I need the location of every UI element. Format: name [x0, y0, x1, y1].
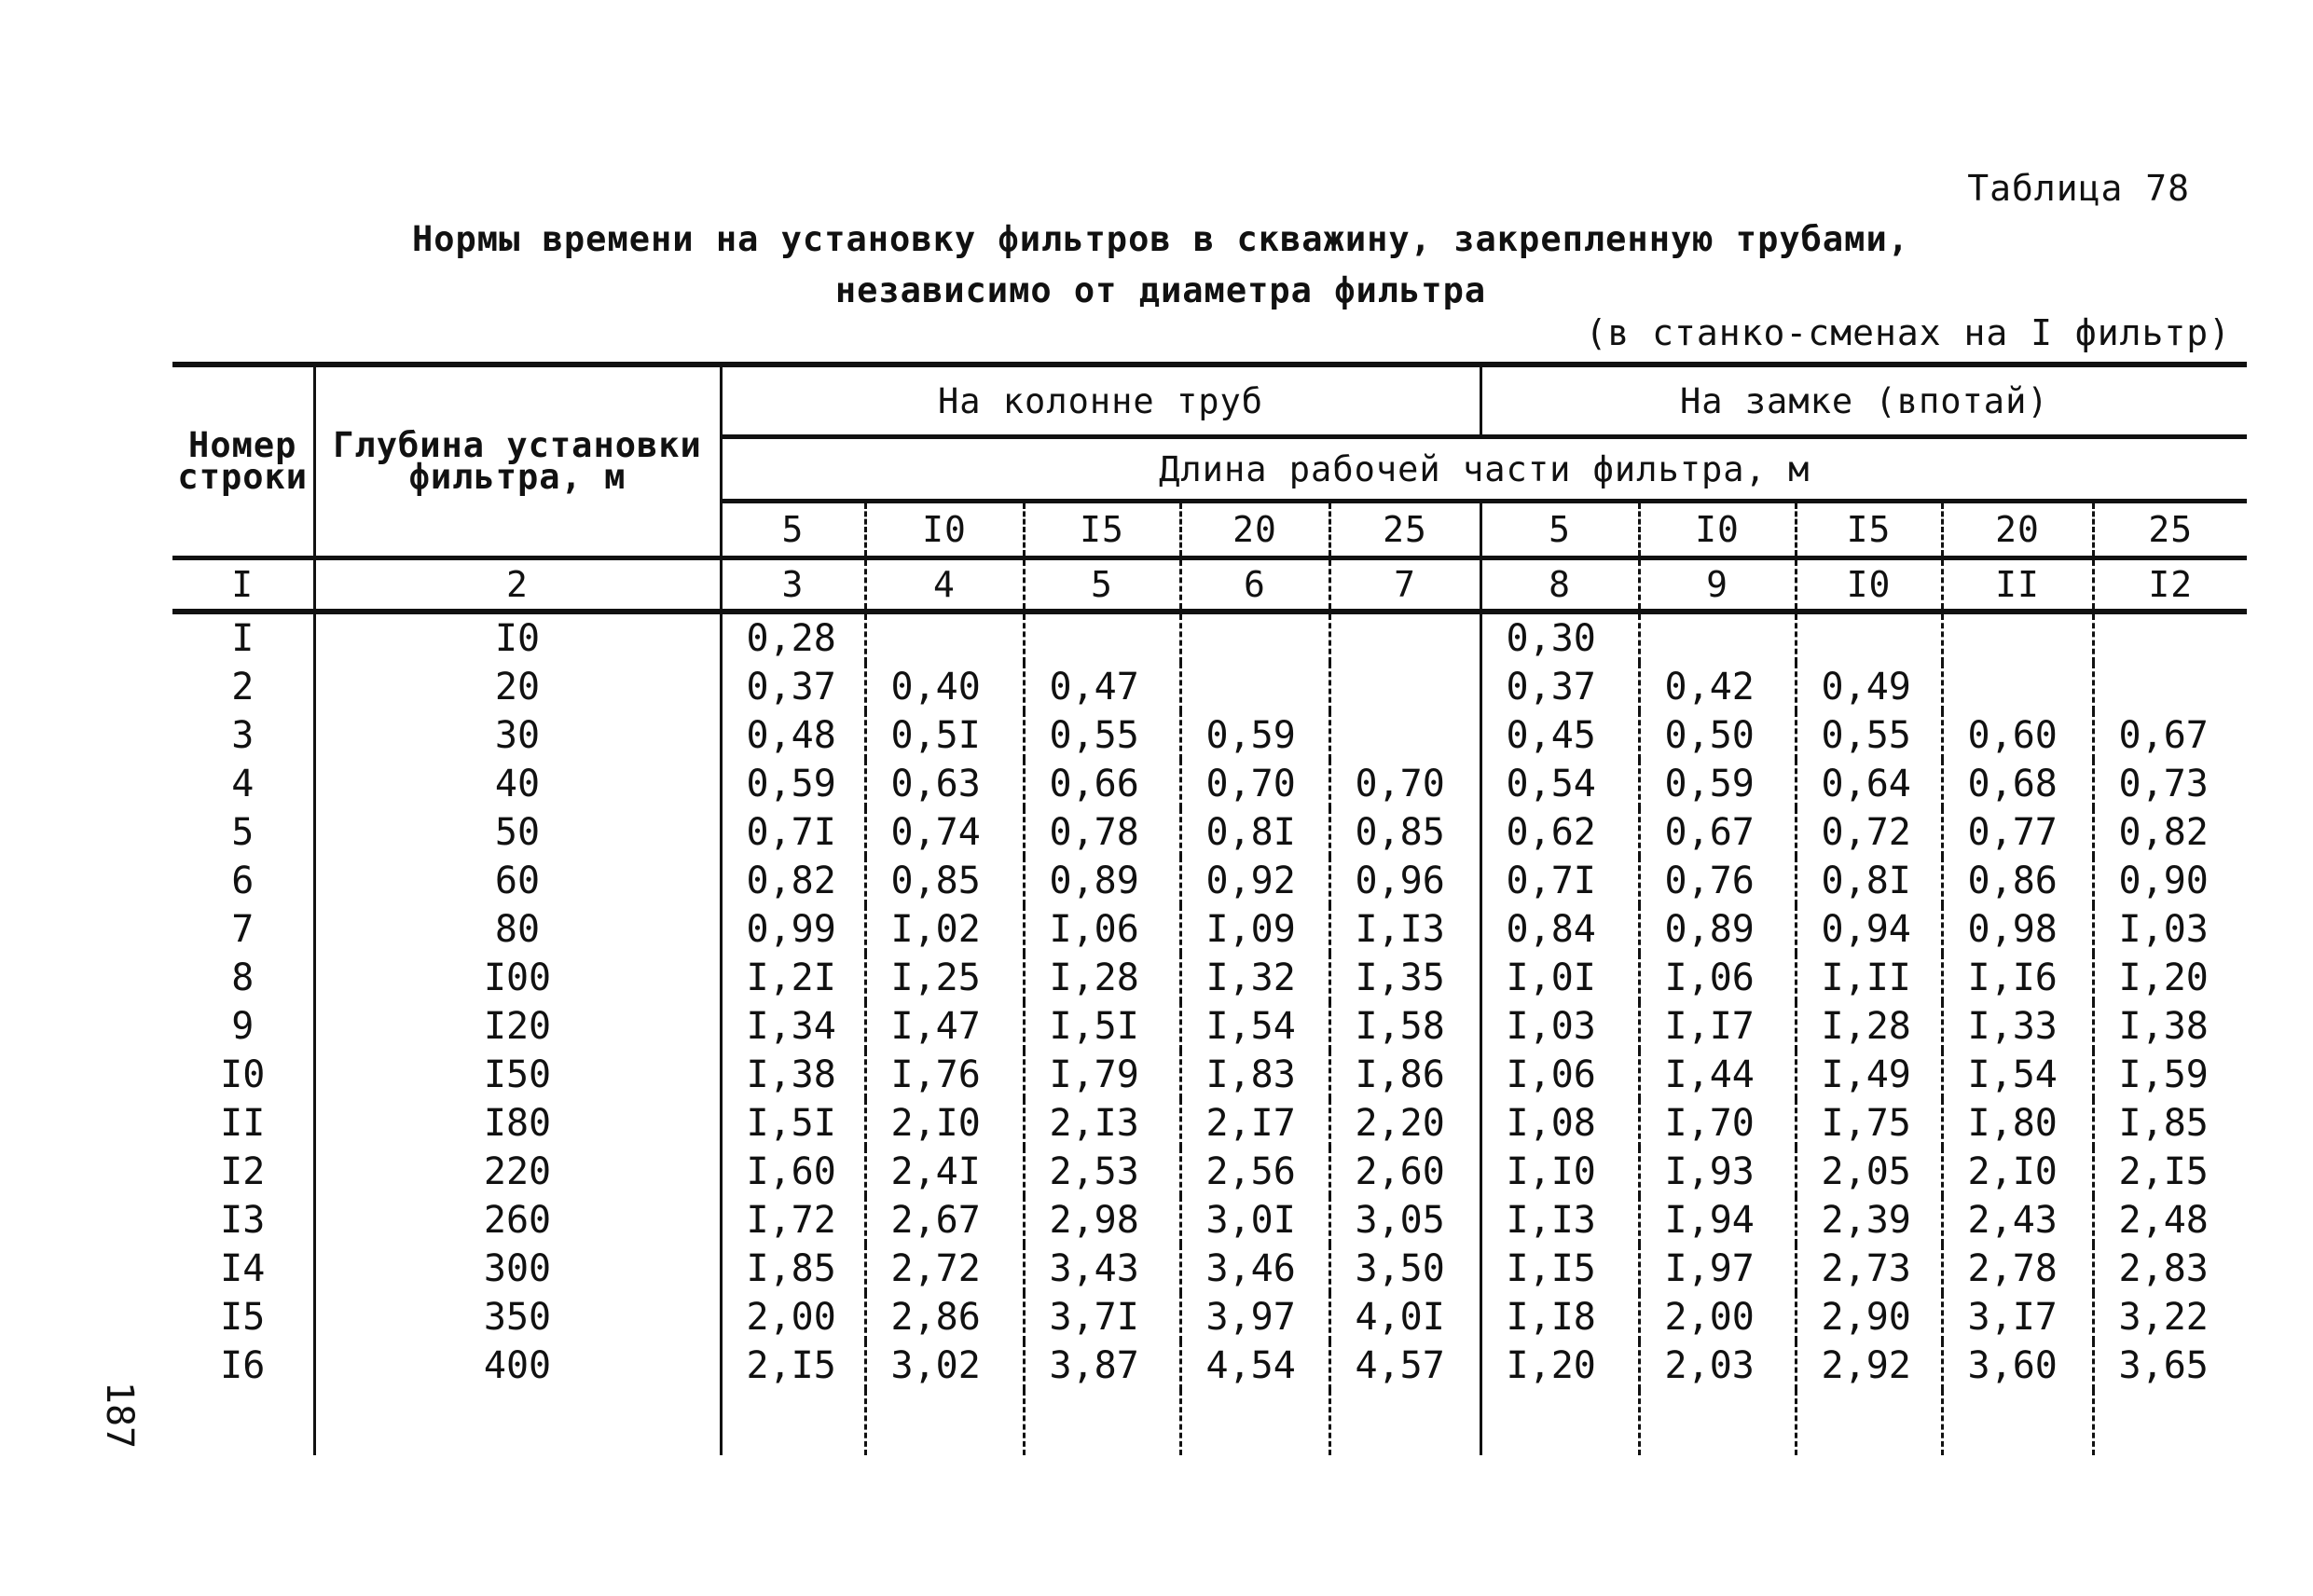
norm-value-cell: 3,22 [2093, 1293, 2247, 1341]
norm-value-cell: 0,59 [1180, 711, 1329, 760]
norm-value-cell [1942, 612, 2093, 663]
norm-value-cell: 3,7I [1024, 1293, 1180, 1341]
norm-value-cell: I,70 [1639, 1099, 1796, 1148]
norm-value-cell: I,33 [1942, 1002, 2093, 1051]
norm-value-cell: I,II [1796, 954, 1942, 1002]
norm-value-cell: 2,I0 [865, 1099, 1024, 1148]
header-column-number: II [1942, 558, 2093, 612]
norm-value-cell: 0,59 [721, 760, 865, 808]
norm-value-cell: 0,90 [2093, 857, 2247, 905]
table-row [172, 1051, 2247, 1099]
norm-value-cell: 0,89 [1024, 857, 1180, 905]
norm-value-cell: 0,37 [721, 663, 865, 711]
header-length-cell: I0 [1639, 502, 1796, 558]
norm-value-cell: 0,68 [1942, 760, 2093, 808]
norm-value-cell: 2,60 [1329, 1148, 1480, 1196]
norm-value-cell: 0,86 [1942, 857, 2093, 905]
norm-value-cell: I,08 [1480, 1099, 1639, 1148]
norm-value-cell: 0,30 [1480, 612, 1639, 663]
norm-value-cell: 0,96 [1329, 857, 1480, 905]
norm-value-cell: I,02 [865, 905, 1024, 954]
norm-value-cell: 2,83 [2093, 1245, 2247, 1293]
units-note: (в станко-сменах на I фильтр) [1585, 312, 2231, 353]
row-number-cell: I6 [220, 1344, 266, 1387]
header-length-cell: 5 [1480, 502, 1639, 558]
norm-value-cell: 3,65 [2093, 1341, 2247, 1390]
norm-value-cell: 2,20 [1329, 1099, 1480, 1148]
norm-value-cell: 2,39 [1796, 1196, 1942, 1245]
header-column-number: I [172, 558, 314, 612]
norm-value-cell: 0,64 [1796, 760, 1942, 808]
norm-value-cell: I,47 [865, 1002, 1024, 1051]
norm-value-cell: I,49 [1796, 1051, 1942, 1099]
depth-cell: 350 [314, 1293, 721, 1341]
norm-value-cell: I,2I [721, 954, 865, 1002]
norm-value-cell: 0,5I [865, 711, 1024, 760]
norm-value-cell: I,20 [2093, 954, 2247, 1002]
norm-value-cell: 3,50 [1329, 1245, 1480, 1293]
norm-value-cell: I,35 [1329, 954, 1480, 1002]
norm-value-cell [1329, 612, 1480, 663]
norm-value-cell: 2,86 [865, 1293, 1024, 1341]
norm-value-cell: 0,78 [1024, 808, 1180, 857]
table-tail-spacer [172, 1390, 2247, 1455]
norm-value-cell: I,59 [2093, 1051, 2247, 1099]
norm-value-cell: I,I7 [1639, 1002, 1796, 1051]
norm-value-cell: 2,05 [1796, 1148, 1942, 1196]
norm-value-cell: 3,60 [1942, 1341, 2093, 1390]
row-number-cell: 6 [231, 860, 255, 902]
depth-cell: 60 [314, 857, 721, 905]
norm-value-cell: 2,00 [721, 1293, 865, 1341]
norm-value-cell [1024, 612, 1180, 663]
norm-value-cell: 2,I5 [721, 1341, 865, 1390]
norm-value-cell: 0,50 [1639, 711, 1796, 760]
norm-value-cell: 2,I3 [1024, 1099, 1180, 1148]
table-row [172, 1245, 2247, 1293]
header-filter-length: Длина рабочей части фильтра, м [721, 437, 2247, 502]
table-row [172, 663, 2247, 711]
norm-value-cell: 0,63 [865, 760, 1024, 808]
norm-value-cell: 2,72 [865, 1245, 1024, 1293]
row-number-cell: I2 [220, 1150, 266, 1193]
header-length-cell: I5 [1796, 502, 1942, 558]
row-number-cell: I [231, 617, 255, 660]
norm-value-cell: 3,87 [1024, 1341, 1180, 1390]
depth-cell: I50 [314, 1051, 721, 1099]
norm-value-cell: I,34 [721, 1002, 865, 1051]
norm-value-cell: I,72 [721, 1196, 865, 1245]
header-length-cell: 5 [721, 502, 865, 558]
header-length-cell: 20 [1180, 502, 1329, 558]
norm-value-cell: 2,03 [1639, 1341, 1796, 1390]
page-number: 187 [98, 1381, 142, 1450]
norm-value-cell: I,0I [1480, 954, 1639, 1002]
norm-value-cell: I,97 [1639, 1245, 1796, 1293]
norm-value-cell: 0,98 [1942, 905, 2093, 954]
norm-value-cell: 0,67 [2093, 711, 2247, 760]
header-length-cell: 25 [2093, 502, 2247, 558]
norm-value-cell: 0,54 [1480, 760, 1639, 808]
norm-value-cell [1942, 663, 2093, 711]
row-number-cell: 3 [231, 714, 255, 757]
norm-value-cell: 0,89 [1639, 905, 1796, 954]
depth-cell: I00 [314, 954, 721, 1002]
header-length-cell: 20 [1942, 502, 2093, 558]
header-column-number: 9 [1639, 558, 1796, 612]
norm-value-cell: 2,98 [1024, 1196, 1180, 1245]
table-row [172, 612, 2247, 663]
norm-value-cell: I,I3 [1480, 1196, 1639, 1245]
norm-value-cell: 2,43 [1942, 1196, 2093, 1245]
table-row [172, 808, 2247, 857]
table-row [172, 1148, 2247, 1196]
header-length-cell: 25 [1329, 502, 1480, 558]
table-row [172, 1099, 2247, 1148]
norm-value-cell: I,94 [1639, 1196, 1796, 1245]
norm-value-cell: 3,46 [1180, 1245, 1329, 1293]
norm-value-cell: I,28 [1024, 954, 1180, 1002]
depth-cell: 80 [314, 905, 721, 954]
header-depth: Глубина установки фильтра, м [314, 365, 721, 558]
norm-value-cell: 2,I5 [2093, 1148, 2247, 1196]
table-row [172, 1293, 2247, 1341]
norm-value-cell: 0,55 [1024, 711, 1180, 760]
norm-value-cell: I,83 [1180, 1051, 1329, 1099]
norm-value-cell: 4,0I [1329, 1293, 1480, 1341]
norm-value-cell [1180, 612, 1329, 663]
table-row [172, 711, 2247, 760]
norm-value-cell [1329, 711, 1480, 760]
table-row [172, 1196, 2247, 1245]
table-row [172, 760, 2247, 808]
row-number-cell: II [220, 1102, 266, 1145]
norm-value-cell: 2,67 [865, 1196, 1024, 1245]
depth-cell: 50 [314, 808, 721, 857]
norm-value-cell: I,54 [1180, 1002, 1329, 1051]
norm-value-cell: I,54 [1942, 1051, 2093, 1099]
norm-value-cell [1329, 663, 1480, 711]
table-title-line-1: Нормы времени на установку фильтров в скважину, закрепленную трубами, [411, 219, 1910, 259]
norm-value-cell: 0,76 [1639, 857, 1796, 905]
norm-value-cell [1796, 612, 1942, 663]
norm-value-cell: I,I5 [1480, 1245, 1639, 1293]
norm-value-cell: I,93 [1639, 1148, 1796, 1196]
norm-value-cell: 0,7I [1480, 857, 1639, 905]
norm-value-cell: 2,I7 [1180, 1099, 1329, 1148]
row-number-cell: 7 [231, 908, 255, 951]
norm-value-cell: 2,56 [1180, 1148, 1329, 1196]
norm-value-cell: I,06 [1480, 1051, 1639, 1099]
norm-value-cell: I,58 [1329, 1002, 1480, 1051]
norm-value-cell: 2,90 [1796, 1293, 1942, 1341]
norm-value-cell: I,86 [1329, 1051, 1480, 1099]
row-number-cell: I5 [220, 1296, 266, 1339]
norm-value-cell: I,44 [1639, 1051, 1796, 1099]
depth-cell: 20 [314, 663, 721, 711]
norm-value-cell: 0,94 [1796, 905, 1942, 954]
table-row [172, 1341, 2247, 1390]
header-column-number: 8 [1480, 558, 1639, 612]
row-number-cell: I3 [220, 1199, 266, 1242]
table-row [172, 954, 2247, 1002]
norm-value-cell: I,85 [721, 1245, 865, 1293]
norm-value-cell: 0,55 [1796, 711, 1942, 760]
table-number: Таблица 78 [1967, 168, 2190, 209]
norm-value-cell: I,03 [1480, 1002, 1639, 1051]
norm-value-cell: 0,8I [1796, 857, 1942, 905]
norm-value-cell: 4,57 [1329, 1341, 1480, 1390]
header-length-cell: I0 [865, 502, 1024, 558]
row-number-cell: 9 [231, 1005, 255, 1048]
norm-value-cell: 2,48 [2093, 1196, 2247, 1245]
header-column-number: 6 [1180, 558, 1329, 612]
norm-value-cell: I,06 [1639, 954, 1796, 1002]
depth-cell: 300 [314, 1245, 721, 1293]
norm-value-cell: 0,8I [1180, 808, 1329, 857]
row-number-cell: 8 [231, 956, 255, 999]
norm-value-cell: I,38 [721, 1051, 865, 1099]
norm-value-cell: I,85 [2093, 1099, 2247, 1148]
norm-value-cell: 0,42 [1639, 663, 1796, 711]
norm-value-cell: 3,05 [1329, 1196, 1480, 1245]
norm-value-cell: I,79 [1024, 1051, 1180, 1099]
header-length-cell: I5 [1024, 502, 1180, 558]
table-row [172, 905, 2247, 954]
norm-value-cell: 0,99 [721, 905, 865, 954]
norm-value-cell: 2,73 [1796, 1245, 1942, 1293]
norm-value-cell: 0,66 [1024, 760, 1180, 808]
norm-value-cell: 0,77 [1942, 808, 2093, 857]
norm-value-cell: 0,49 [1796, 663, 1942, 711]
norm-value-cell: 2,92 [1796, 1341, 1942, 1390]
norm-value-cell: I,25 [865, 954, 1024, 1002]
norm-value-cell: I,03 [2093, 905, 2247, 954]
depth-cell: 400 [314, 1341, 721, 1390]
header-row-number: Номер строки [172, 365, 314, 558]
norm-value-cell: 0,7I [721, 808, 865, 857]
norm-value-cell: I,I0 [1480, 1148, 1639, 1196]
header-column-number: 5 [1024, 558, 1180, 612]
header-column-number: I2 [2093, 558, 2247, 612]
header-group-lock: На замке (впотай) [1480, 365, 2247, 437]
norm-value-cell: 4,54 [1180, 1341, 1329, 1390]
norm-value-cell [865, 612, 1024, 663]
norm-value-cell: 3,43 [1024, 1245, 1180, 1293]
norm-value-cell: I,80 [1942, 1099, 2093, 1148]
norm-value-cell: 2,78 [1942, 1245, 2093, 1293]
header-column-number: I0 [1796, 558, 1942, 612]
norm-value-cell: I,5I [1024, 1002, 1180, 1051]
norm-value-cell: 0,92 [1180, 857, 1329, 905]
norm-value-cell: 2,53 [1024, 1148, 1180, 1196]
row-number-cell: 4 [231, 763, 255, 805]
norm-value-cell: I,76 [865, 1051, 1024, 1099]
norm-value-cell: 0,74 [865, 808, 1024, 857]
norm-value-cell: 0,60 [1942, 711, 2093, 760]
row-number-cell: 5 [231, 811, 255, 854]
depth-cell: I20 [314, 1002, 721, 1051]
header-column-number: 4 [865, 558, 1024, 612]
depth-cell: 30 [314, 711, 721, 760]
depth-cell: I0 [314, 612, 721, 663]
norm-value-cell: 0,85 [865, 857, 1024, 905]
row-number-cell: 2 [231, 666, 255, 709]
table-title-line-2: независимо от диаметра фильтра [834, 270, 1487, 310]
norm-value-cell: 0,48 [721, 711, 865, 760]
depth-cell: 260 [314, 1196, 721, 1245]
norm-value-cell: 0,84 [1480, 905, 1639, 954]
norm-value-cell: 0,67 [1639, 808, 1796, 857]
norm-value-cell: 3,0I [1180, 1196, 1329, 1245]
depth-cell: I80 [314, 1099, 721, 1148]
norm-value-cell: 0,70 [1180, 760, 1329, 808]
norm-value-cell: 0,40 [865, 663, 1024, 711]
norm-value-cell: 0,62 [1480, 808, 1639, 857]
norms-table [172, 362, 2247, 1455]
norm-value-cell: I,60 [721, 1148, 865, 1196]
header-column-number: 3 [721, 558, 865, 612]
norm-value-cell: I,06 [1024, 905, 1180, 954]
depth-cell: 220 [314, 1148, 721, 1196]
norm-value-cell: 0,73 [2093, 760, 2247, 808]
norm-value-cell: 0,28 [721, 612, 865, 663]
row-number-cell: I0 [220, 1053, 266, 1096]
norm-value-cell [2093, 663, 2247, 711]
norm-value-cell: 0,82 [721, 857, 865, 905]
norm-value-cell: I,38 [2093, 1002, 2247, 1051]
table-row [172, 1002, 2247, 1051]
norm-value-cell: 2,00 [1639, 1293, 1796, 1341]
norm-value-cell: 0,37 [1480, 663, 1639, 711]
norm-value-cell: 0,59 [1639, 760, 1796, 808]
norm-value-cell: I,28 [1796, 1002, 1942, 1051]
norm-value-cell: I,75 [1796, 1099, 1942, 1148]
norm-value-cell: I,I3 [1329, 905, 1480, 954]
norm-value-cell: 2,4I [865, 1148, 1024, 1196]
norm-value-cell: 0,45 [1480, 711, 1639, 760]
header-column-number: 2 [314, 558, 721, 612]
header-column-number: 7 [1329, 558, 1480, 612]
norm-value-cell: I,I6 [1942, 954, 2093, 1002]
norm-value-cell: 0,47 [1024, 663, 1180, 711]
header-group-column: На колонне труб [721, 365, 1480, 437]
norm-value-cell: 3,02 [865, 1341, 1024, 1390]
norm-value-cell: I,32 [1180, 954, 1329, 1002]
norm-value-cell: 3,I7 [1942, 1293, 2093, 1341]
norm-value-cell: 0,70 [1329, 760, 1480, 808]
norm-value-cell: 3,97 [1180, 1293, 1329, 1341]
row-number-cell: I4 [220, 1247, 266, 1290]
norm-value-cell: 0,85 [1329, 808, 1480, 857]
norm-value-cell: I,5I [721, 1099, 865, 1148]
depth-cell: 40 [314, 760, 721, 808]
norm-value-cell: 0,72 [1796, 808, 1942, 857]
norm-value-cell: 0,82 [2093, 808, 2247, 857]
norm-value-cell [1639, 612, 1796, 663]
norm-value-cell: 2,I0 [1942, 1148, 2093, 1196]
norm-value-cell [2093, 612, 2247, 663]
table-row [172, 857, 2247, 905]
norm-value-cell [1180, 663, 1329, 711]
norm-value-cell: I,20 [1480, 1341, 1639, 1390]
norm-value-cell: I,09 [1180, 905, 1329, 954]
norm-value-cell: I,I8 [1480, 1293, 1639, 1341]
